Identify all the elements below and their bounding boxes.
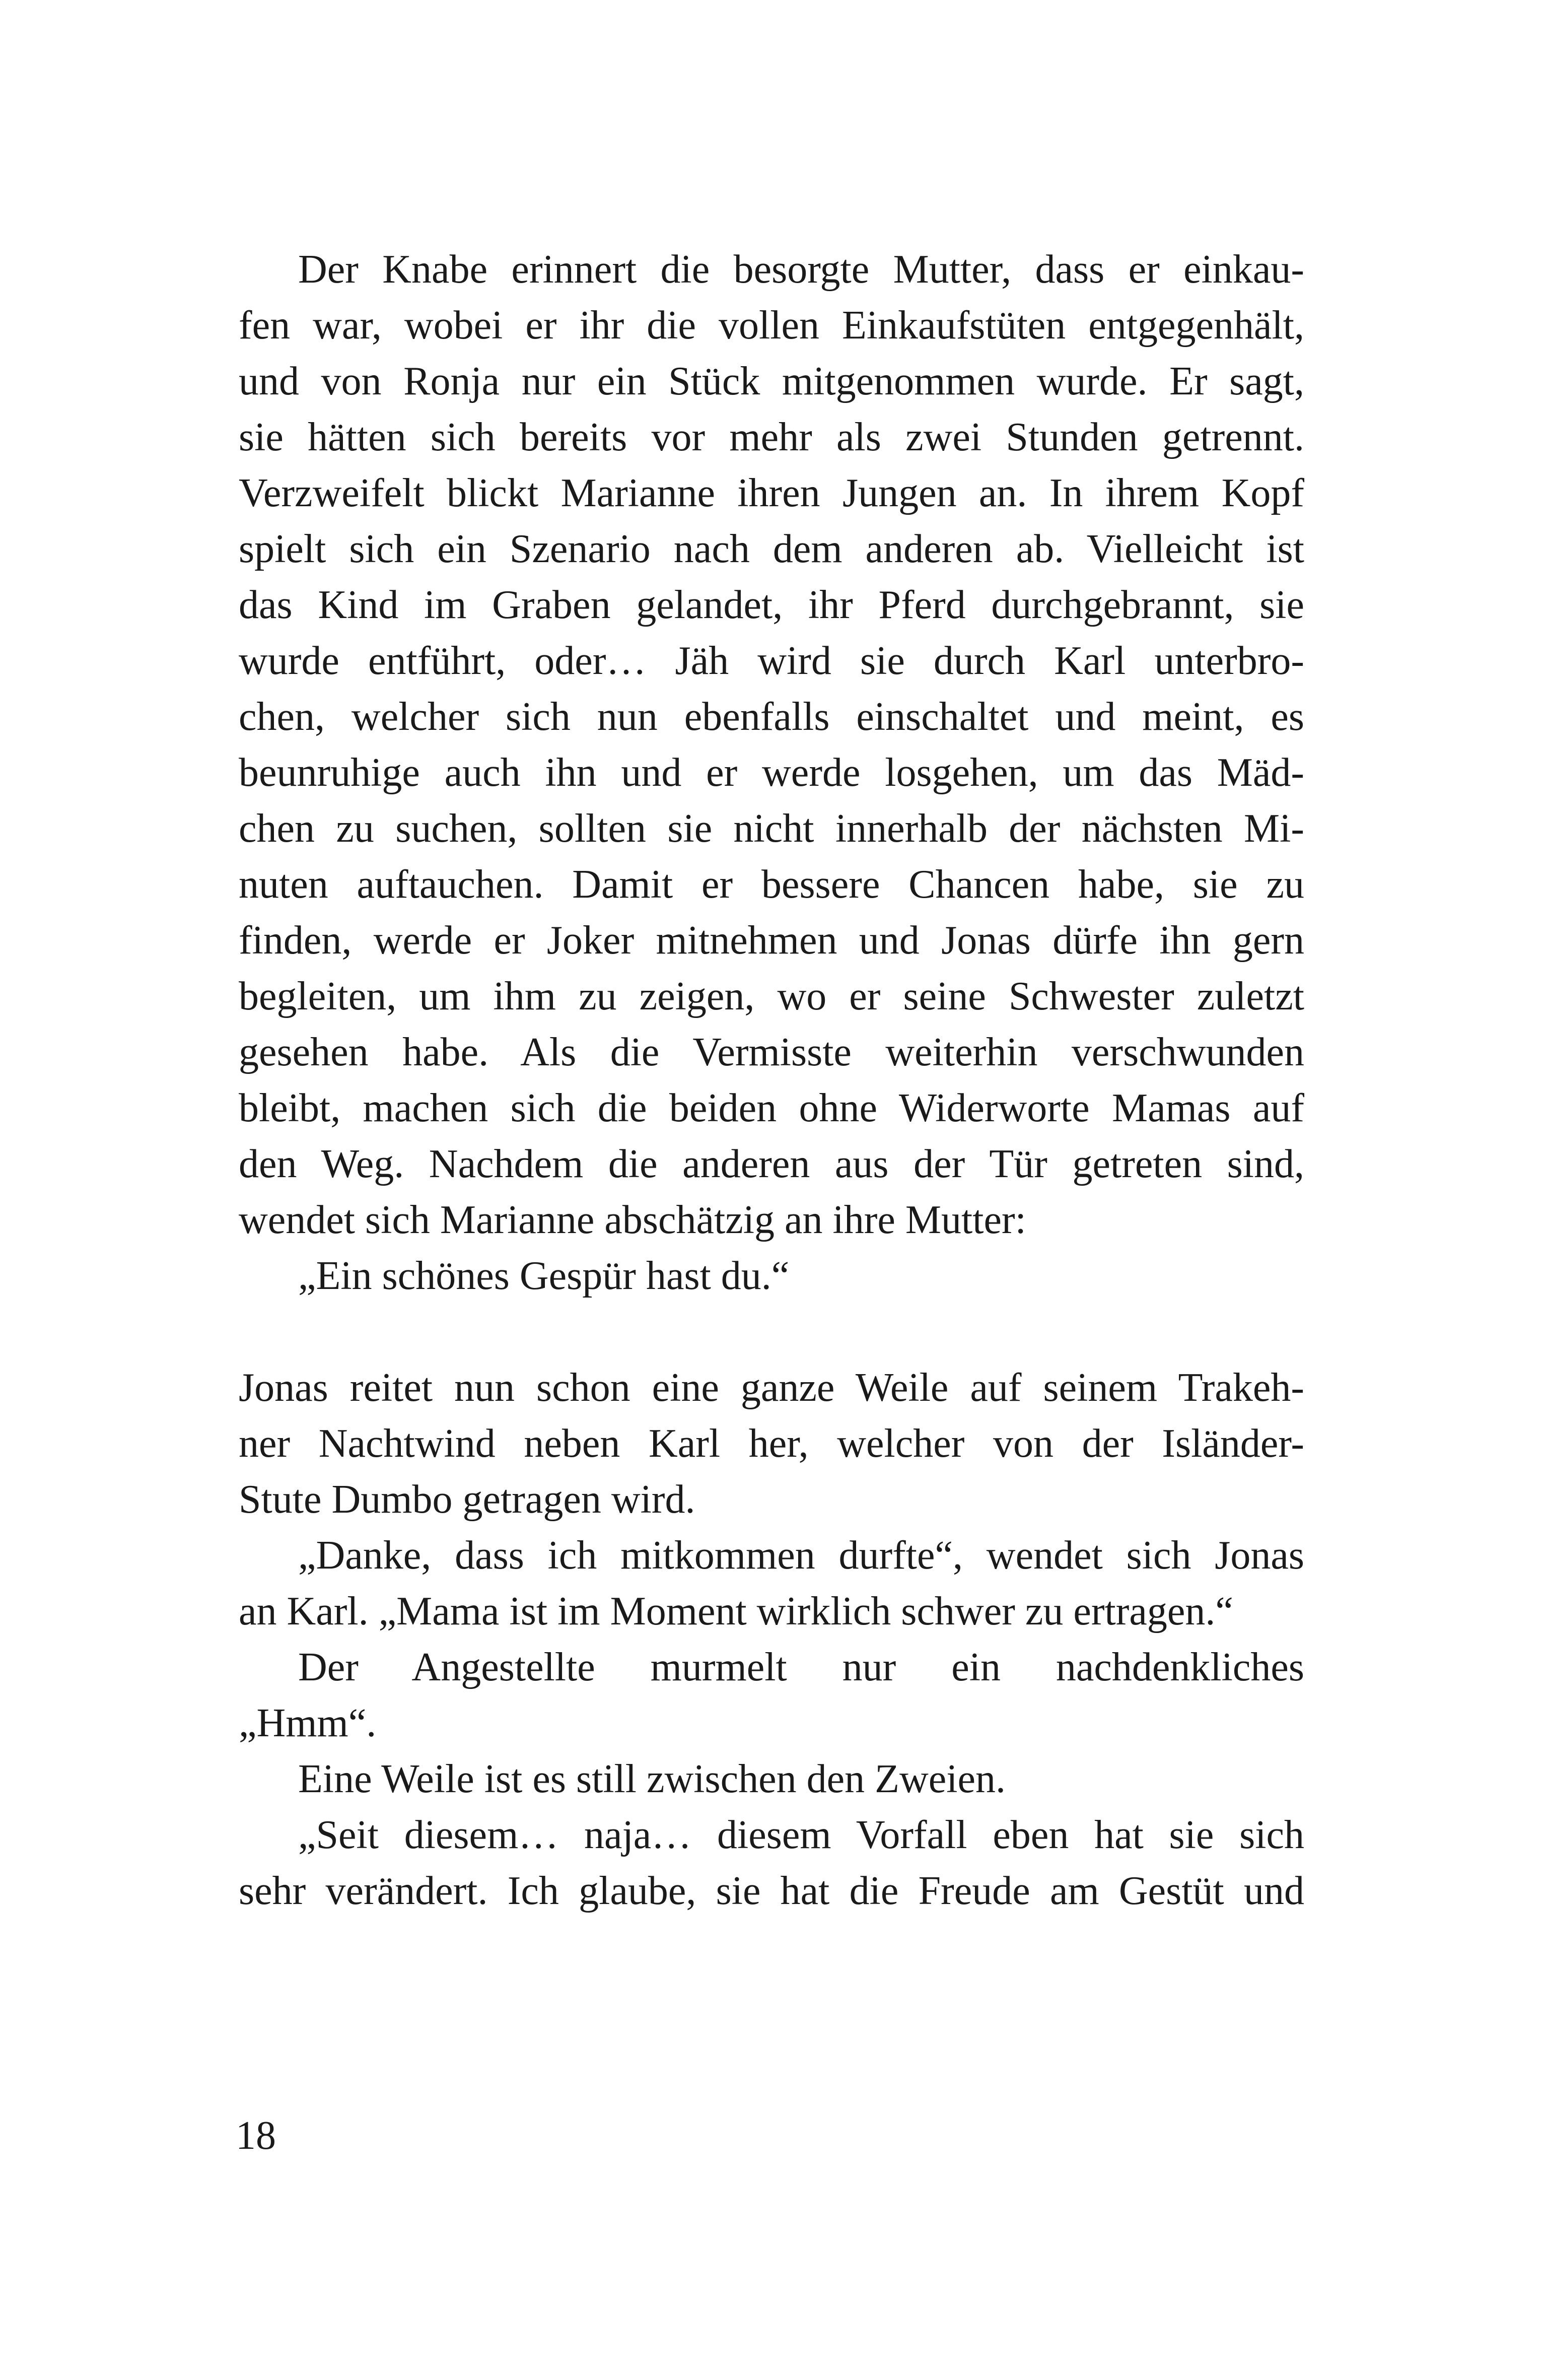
text-line: sehr verändert. Ich glaube, sie hat die Freude am Gestüt und: [239, 1869, 1304, 1913]
text-line: an Karl. „Mama ist im Moment wirklich schwer zu ertragen.“: [239, 1589, 1233, 1634]
text-line: den Weg. Nachdem die anderen aus der Tür getreten sind,: [239, 1142, 1304, 1186]
text-line: Verzweifelt blickt Marianne ihren Jungen an. In ihrem Kopf: [239, 471, 1304, 515]
text-line: nuten auftauchen. Damit er bessere Chancen habe, sie zu: [239, 862, 1304, 907]
text-line: sie hätten sich bereits vor mehr als zwei Stunden getrennt.: [239, 415, 1304, 459]
text-line: chen, welcher sich nun ebenfalls einschaltet und meint, es: [239, 695, 1304, 739]
text-line: „Danke, dass ich mitkommen durfte“, wendet sich Jonas: [298, 1533, 1304, 1578]
text-line: „Ein schönes Gespür hast du.“: [298, 1254, 790, 1298]
text-line: Eine Weile ist es still zwischen den Zweien.: [298, 1757, 1006, 1801]
text-line: beunruhige auch ihn und er werde losgehen, um das Mäd-: [239, 751, 1304, 795]
text-line: das Kind im Graben gelandet, ihr Pferd durchgebrannt, sie: [239, 583, 1304, 627]
text-line: Der Angestellte murmelt nur ein nachdenkliches: [298, 1645, 1304, 1689]
page-number: 18: [236, 2114, 276, 2158]
text-line: bleibt, machen sich die beiden ohne Widerworte Mamas auf: [239, 1086, 1304, 1130]
text-line: und von Ronja nur ein Stück mitgenommen wurde. Er sagt,: [239, 359, 1304, 403]
text-line: begleiten, um ihm zu zeigen, wo er seine Schwester zuletzt: [239, 974, 1304, 1018]
text-line: Der Knabe erinnert die besorgte Mutter, dass er einkau-: [298, 247, 1304, 292]
text-line: wurde entführt, oder… Jäh wird sie durch Karl unterbro-: [239, 639, 1304, 683]
text-line: spielt sich ein Szenario nach dem anderen ab. Vielleicht ist: [239, 527, 1304, 571]
text-line: Stute Dumbo getragen wird.: [239, 1477, 695, 1522]
text-line: „Hmm“.: [239, 1701, 377, 1745]
text-line: Jonas reitet nun schon eine ganze Weile auf seinem Trakeh-: [239, 1366, 1304, 1410]
text-line: wendet sich Marianne abschätzig an ihre Mutter:: [239, 1198, 1026, 1242]
text-line: „Seit diesem… naja… diesem Vorfall eben hat sie sich: [298, 1813, 1304, 1857]
text-line: finden, werde er Joker mitnehmen und Jonas dürfe ihn gern: [239, 918, 1304, 963]
text-line: gesehen habe. Als die Vermisste weiterhin verschwunden: [239, 1030, 1304, 1074]
text-line: fen war, wobei er ihr die vollen Einkaufstüten entgegenhält,: [239, 303, 1304, 348]
text-line: chen zu suchen, sollten sie nicht innerhalb der nächsten Mi-: [239, 806, 1304, 851]
text-line: ner Nachtwind neben Karl her, welcher von der Isländer-: [239, 1421, 1304, 1466]
